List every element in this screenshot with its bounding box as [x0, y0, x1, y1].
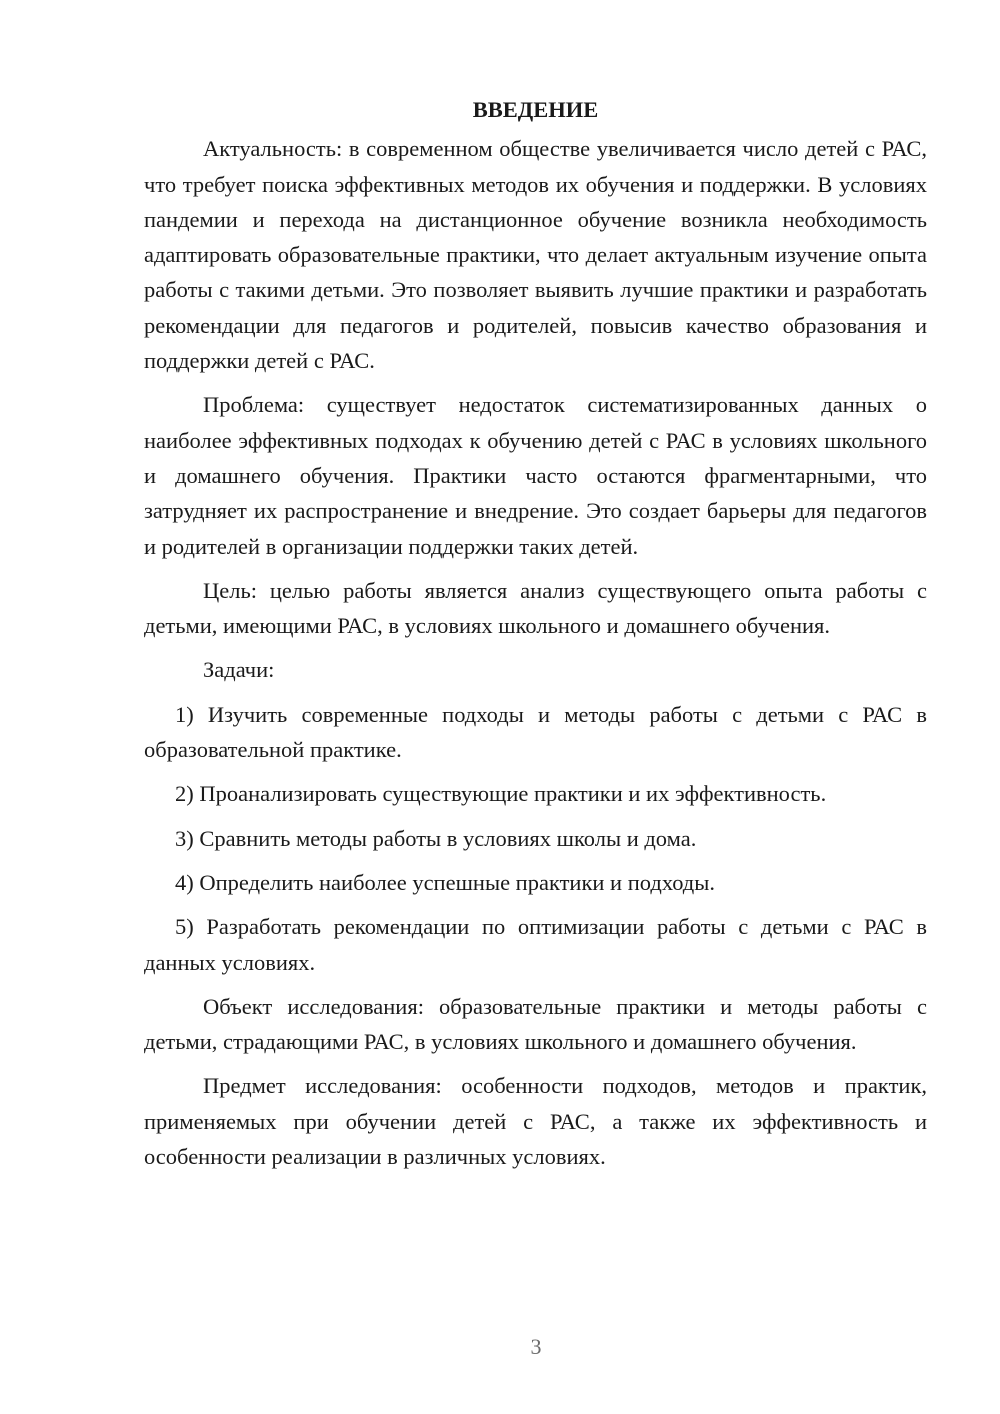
paragraph-problem: Проблема: существует недостаток систематизированных данных о наиболее эффективных подходах к обучению детей с РАС в условиях школьного и домашнего обучения. Практики часто остаются фрагментарными, что затрудняет их распространение и внедрение. Это создает барьеры для педагогов и родителей в организации поддержки таких детей.: [144, 392, 927, 559]
task-item: 3) Сравнить методы работы в условиях школы и дома.: [175, 825, 697, 851]
page-number: 3: [530, 1334, 542, 1359]
paragraph-subject: Предмет исследования: особенности подходов, методов и практик, применяемых при обучении детей с РАС, а также их эффективность и особенности реализации в различных условиях.: [144, 1073, 927, 1170]
paragraph-object: Объект исследования: образовательные практики и методы работы с детьми, страдающими РАС, в условиях школьного и домашнего обучения.: [144, 993, 927, 1055]
paragraph-goal: Цель: целью работы является анализ существующего опыта работы с детьми, имеющими РАС, в условиях школьного и домашнего обучения.: [144, 577, 927, 639]
task-list: [144, 697, 927, 980]
document-body: [144, 92, 927, 1183]
task-item: 1) Изучить современные подходы и методы работы с детьми с РАС в образовательной практике.: [144, 701, 927, 763]
section-title: ВВЕДЕНИЕ: [472, 97, 599, 122]
paragraph-relevance: Актуальность: в современном обществе увеличивается число детей с РАС, что требует поиска эффективных методов их обучения и поддержки. В условиях пандемии и перехода на дистанционное обучение возникла необходимость адаптировать образовательные практики, что делает актуальным изучение опыта работы с такими детьми. Это позволяет выявить лучшие практики и разработать рекомендации для педагогов и родителей, повысив качество образования и поддержки детей с РАС.: [144, 136, 927, 374]
task-item: 5) Разработать рекомендации по оптимизации работы с детьми с РАС в данных условиях.: [144, 914, 927, 975]
task-item: 4) Определить наиболее успешные практики и подходы.: [175, 869, 715, 895]
task-item: 2) Проанализировать существующие практики и их эффективность.: [175, 781, 827, 807]
tasks-heading: Задачи:: [203, 657, 275, 683]
